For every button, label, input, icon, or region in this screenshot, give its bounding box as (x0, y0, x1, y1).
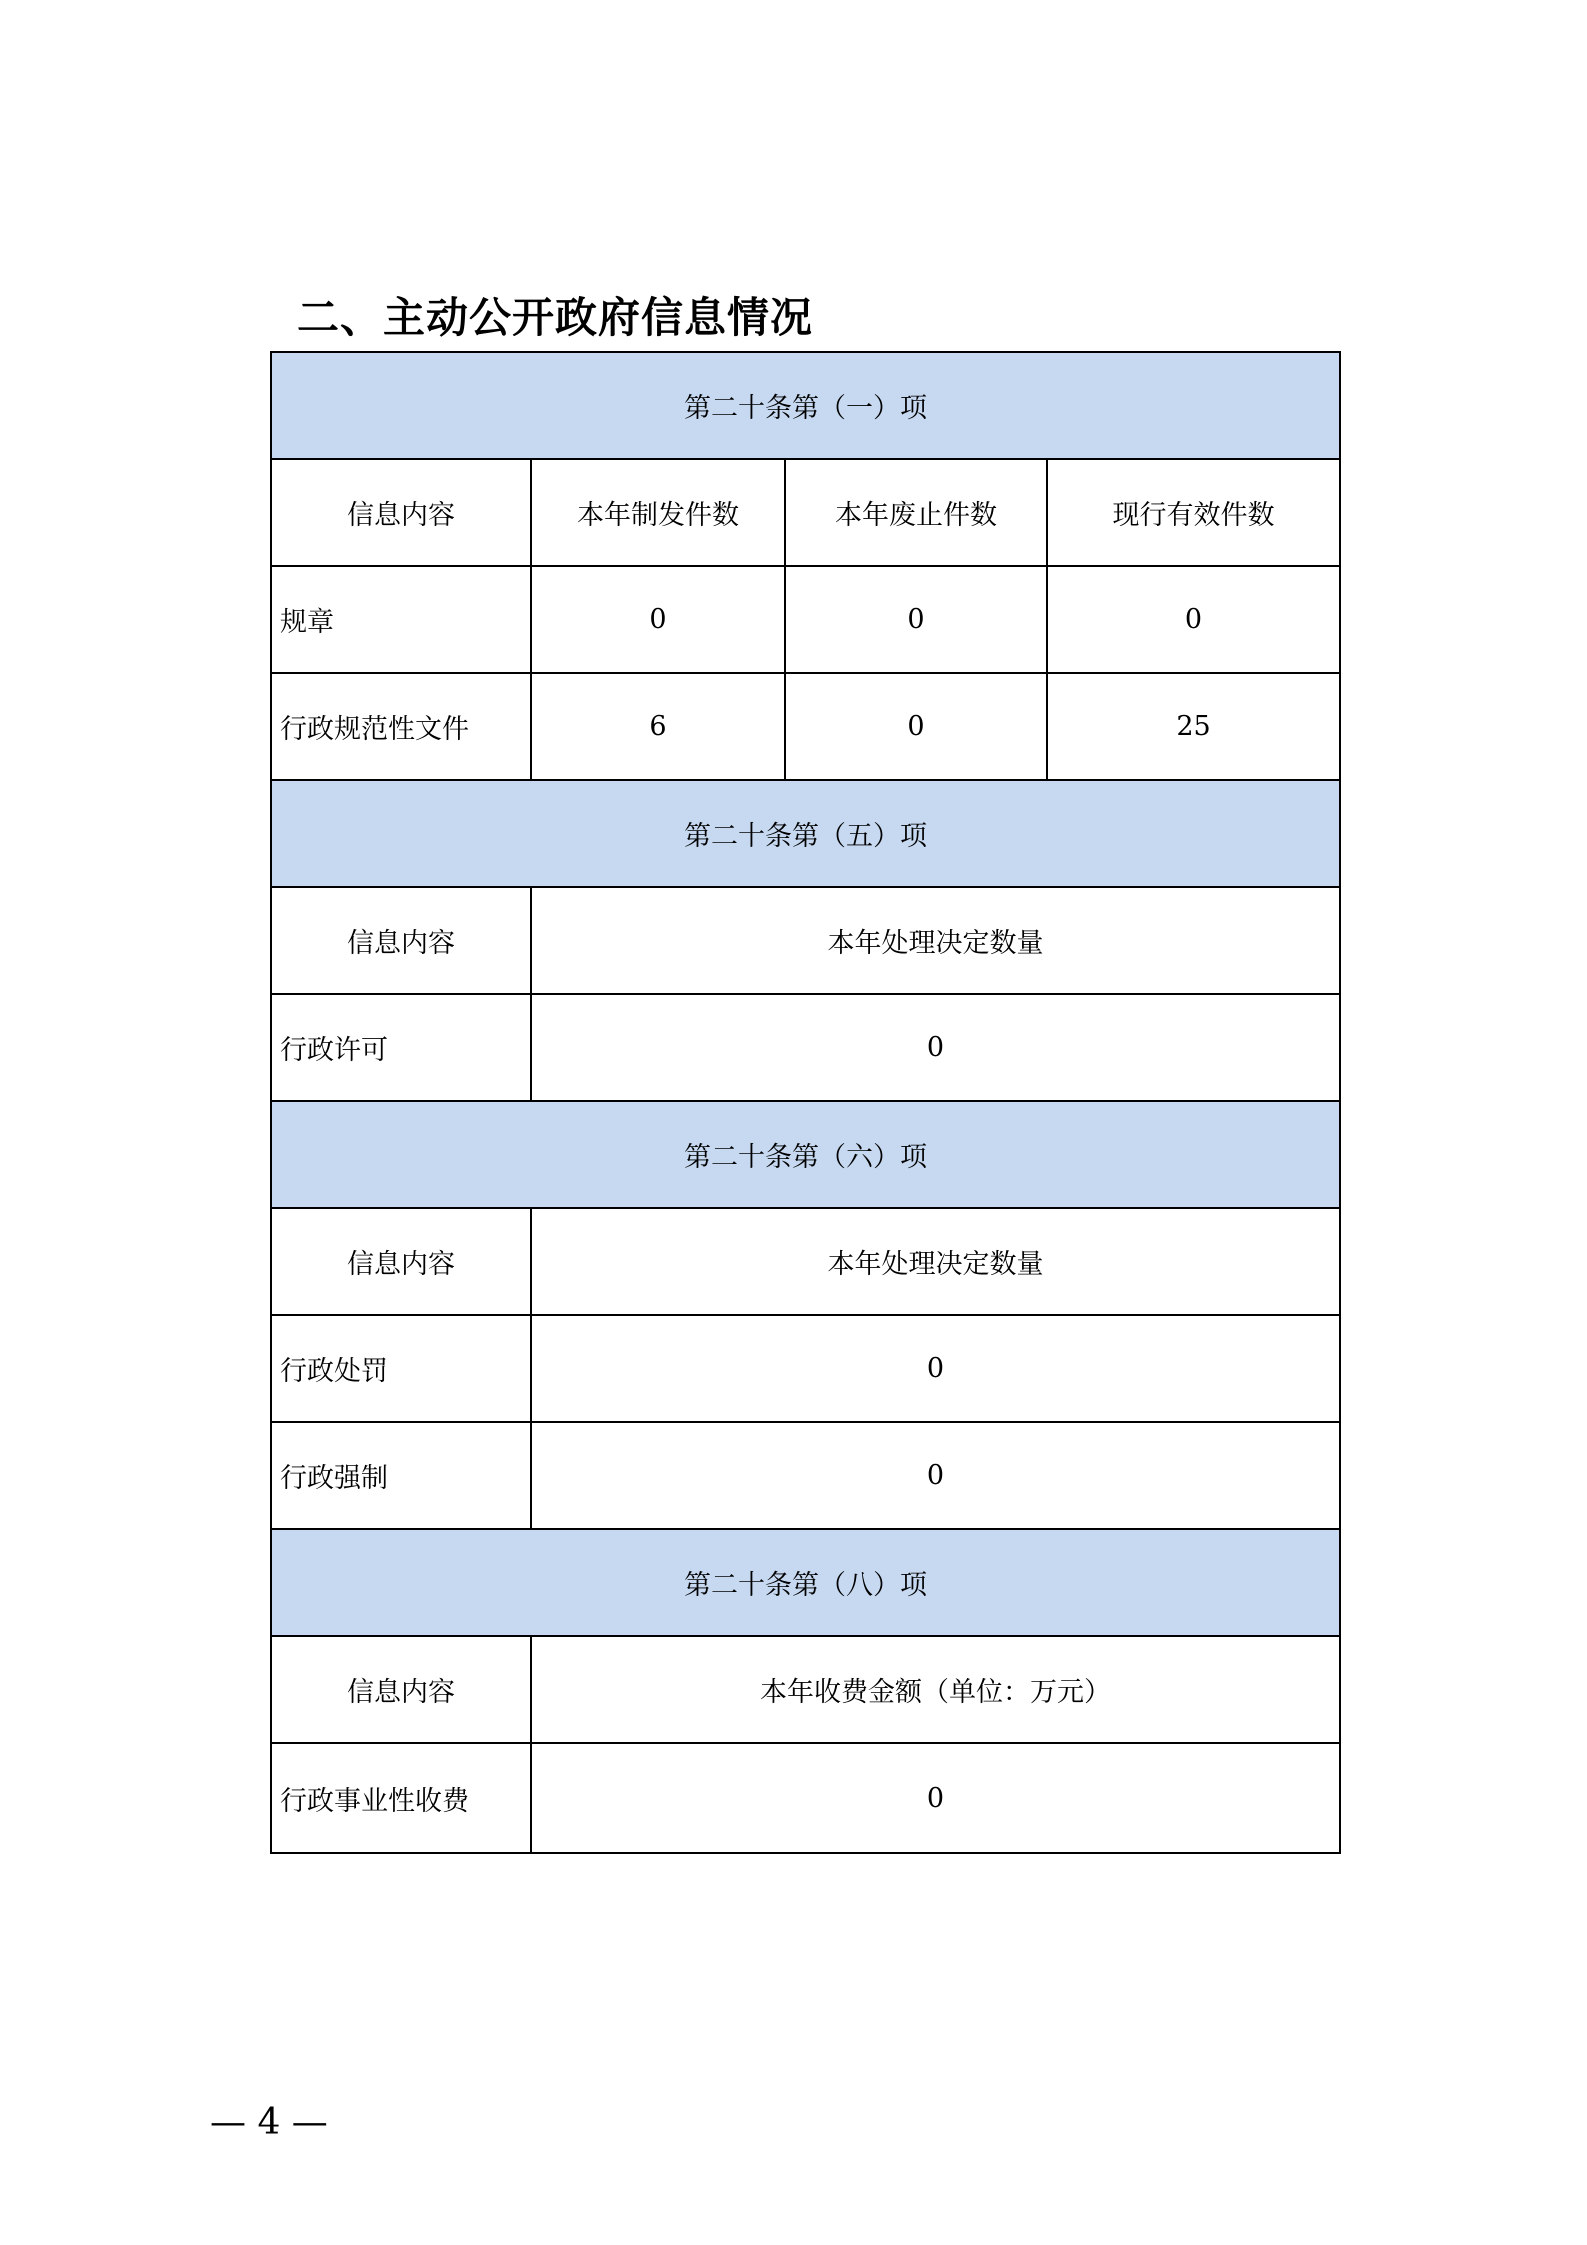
table-cell: 0 (785, 673, 1047, 780)
column-header-row (271, 1208, 1340, 1315)
page-number: — 4 — (210, 2102, 328, 2143)
section-heading: 第二十条第（一）项 (271, 352, 1340, 459)
table-row (271, 1422, 1340, 1529)
column-header: 信息内容 (271, 1208, 531, 1315)
row-label: 行政事业性收费 (271, 1743, 531, 1853)
table-row (271, 1315, 1340, 1422)
table-row (271, 994, 1340, 1101)
table-cell: 0 (531, 1743, 1340, 1853)
row-label: 行政规范性文件 (271, 673, 531, 780)
section-heading: 第二十条第（六）项 (271, 1101, 1340, 1208)
table-cell: 0 (531, 994, 1340, 1101)
row-label: 行政处罚 (271, 1315, 531, 1422)
table-row (271, 566, 1340, 673)
table-cell: 0 (531, 1422, 1340, 1529)
table-row (271, 1743, 1340, 1853)
column-header: 本年处理决定数量 (531, 887, 1340, 994)
column-header: 本年收费金额（单位：万元） (531, 1636, 1340, 1743)
column-header-row (271, 1636, 1340, 1743)
table-cell: 0 (531, 566, 785, 673)
column-header: 信息内容 (271, 1636, 531, 1743)
section-heading-row (271, 352, 1340, 459)
row-label: 规章 (271, 566, 531, 673)
table-cell: 25 (1047, 673, 1340, 780)
row-label: 行政强制 (271, 1422, 531, 1529)
row-label: 行政许可 (271, 994, 531, 1101)
table-row (271, 673, 1340, 780)
table-cell: 6 (531, 673, 785, 780)
section-heading-row (271, 1101, 1340, 1208)
public-info-table (270, 351, 1341, 1854)
column-header: 现行有效件数 (1047, 459, 1340, 566)
column-header: 信息内容 (271, 887, 531, 994)
column-header: 信息内容 (271, 459, 531, 566)
table-cell: 0 (531, 1315, 1340, 1422)
section-heading-row (271, 780, 1340, 887)
column-header: 本年处理决定数量 (531, 1208, 1340, 1315)
column-header-row (271, 459, 1340, 566)
section-heading: 第二十条第（五）项 (271, 780, 1340, 887)
column-header: 本年制发件数 (531, 459, 785, 566)
column-header: 本年废止件数 (785, 459, 1047, 566)
section-heading: 第二十条第（八）项 (271, 1529, 1340, 1636)
column-header-row (271, 887, 1340, 994)
section-heading-row (271, 1529, 1340, 1636)
table-cell: 0 (1047, 566, 1340, 673)
table-cell: 0 (785, 566, 1047, 673)
section-title: 二、主动公开政府信息情况 (297, 293, 814, 342)
